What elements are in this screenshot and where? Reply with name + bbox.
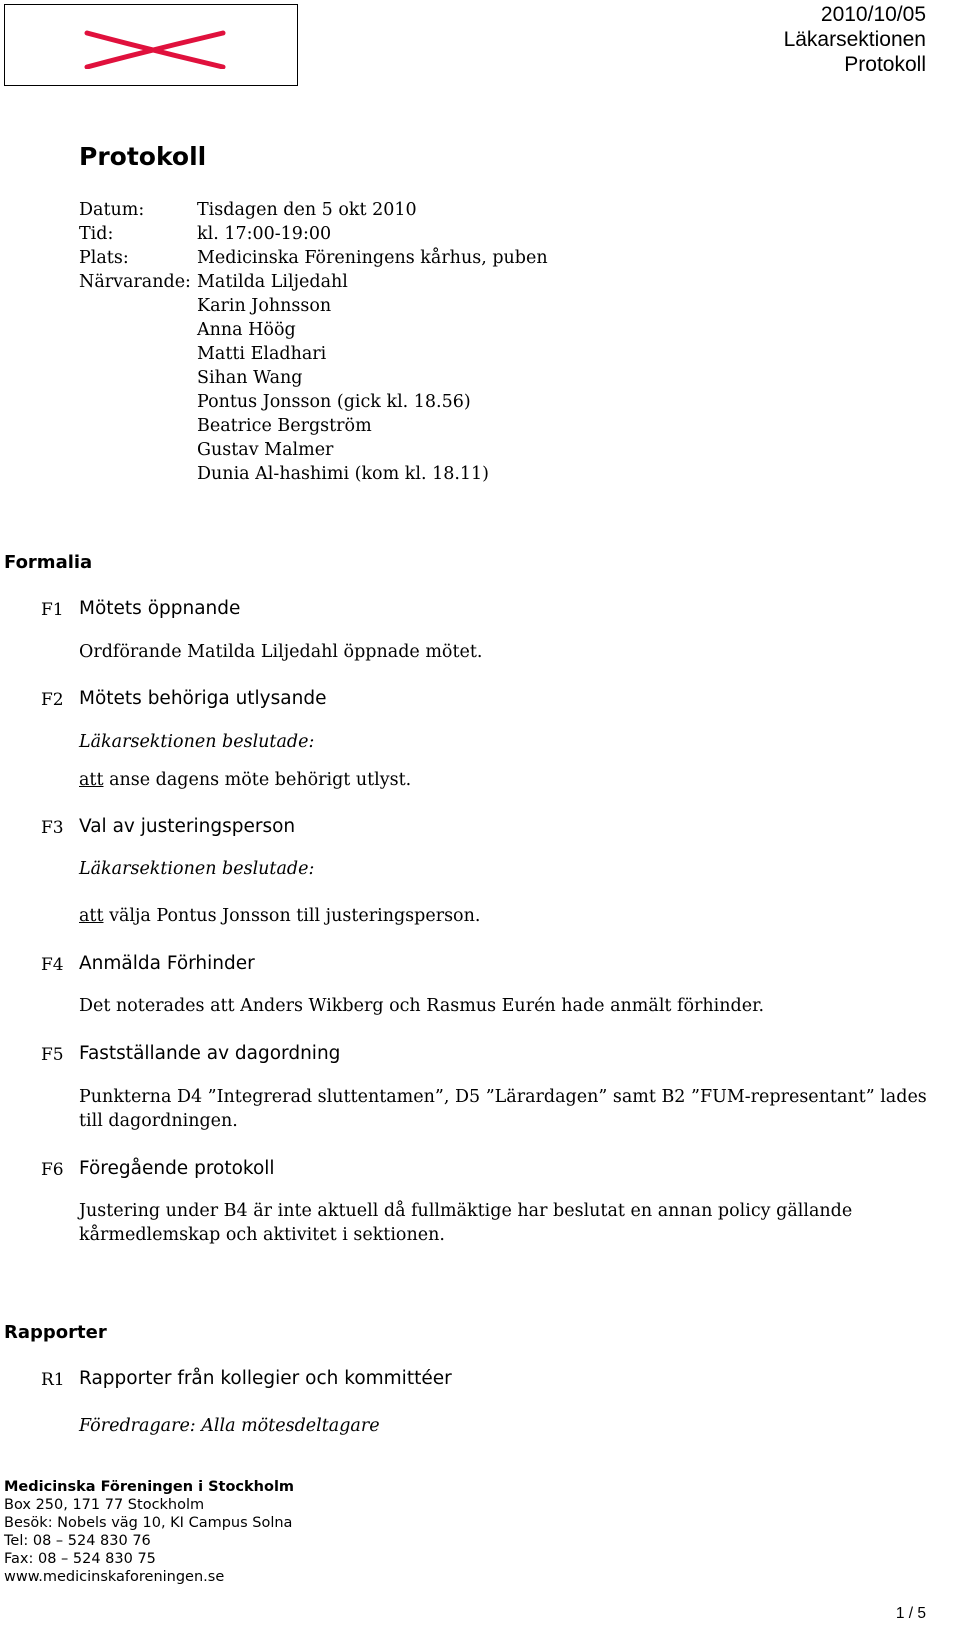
meta-time-row bbox=[79, 222, 331, 246]
footer-tel: Tel: 08 – 524 830 76 bbox=[4, 1533, 151, 1549]
attendee: Beatrice Bergström bbox=[197, 416, 372, 436]
decision-text bbox=[79, 768, 411, 792]
header-organization: Läkarsektionen bbox=[783, 28, 926, 51]
footer bbox=[4, 1478, 294, 1586]
footer-org: Medicinska Föreningen i Stockholm bbox=[4, 1479, 295, 1495]
item-title: Mötets öppnande bbox=[79, 598, 241, 619]
att-keyword: att bbox=[79, 906, 104, 926]
footer-address: Box 250, 171 77 Stockholm bbox=[4, 1497, 205, 1513]
item-text: Justering under B4 är inte aktuell då fullmäktige har beslutat en annan policy gällande kårmedlemskap och aktivitet i sektionen. bbox=[79, 1201, 853, 1245]
header-doc-type: Protokoll bbox=[844, 53, 926, 76]
decision-label: Läkarsektionen beslutade: bbox=[79, 859, 315, 879]
time-label: Tid: bbox=[79, 224, 114, 244]
decision-text bbox=[79, 904, 480, 928]
present-label: Närvarande: bbox=[79, 272, 191, 292]
attendee: Anna Höög bbox=[197, 320, 296, 340]
item-title: Föregående protokoll bbox=[79, 1158, 275, 1179]
item-text: Punkterna D4 ”Integrerad sluttentamen”, D5 ”Lärardagen” samt B2 ”FUM-representant” lades till dagordningen. bbox=[79, 1087, 927, 1131]
header-date: 2010/10/05 bbox=[820, 3, 926, 26]
item-number: F5 bbox=[41, 1045, 64, 1065]
item-number: F4 bbox=[41, 955, 64, 975]
crossed-lines-logo-icon bbox=[83, 27, 227, 69]
footer-web: www.medicinskaforeningen.se bbox=[4, 1569, 225, 1585]
decision-body: välja Pontus Jonsson till justeringsperson. bbox=[103, 906, 481, 926]
logo-box bbox=[4, 4, 298, 86]
item-title: Mötets behöriga utlysande bbox=[79, 688, 327, 709]
footer-visit: Besök: Nobels väg 10, KI Campus Solna bbox=[4, 1515, 293, 1531]
time-value: kl. 17:00-19:00 bbox=[197, 224, 332, 244]
attendee: Pontus Jonsson (gick kl. 18.56) bbox=[197, 392, 471, 412]
place-label: Plats: bbox=[79, 248, 129, 268]
item-number: F6 bbox=[41, 1160, 64, 1180]
item-title: Anmälda Förhinder bbox=[79, 953, 255, 974]
item-number: F1 bbox=[41, 600, 64, 620]
footer-fax: Fax: 08 – 524 830 75 bbox=[4, 1551, 156, 1567]
section-heading-rapporter: Rapporter bbox=[4, 1322, 107, 1343]
item-number: R1 bbox=[41, 1370, 65, 1390]
date-label: Datum: bbox=[79, 200, 145, 220]
meta-place-row bbox=[79, 246, 548, 270]
item-title: Val av justeringsperson bbox=[79, 816, 296, 837]
place-value: Medicinska Föreningens kårhus, puben bbox=[197, 248, 548, 268]
item-title: Fastställande av dagordning bbox=[79, 1043, 341, 1064]
date-value: Tisdagen den 5 okt 2010 bbox=[197, 200, 417, 220]
item-number: F3 bbox=[41, 818, 64, 838]
item-text: Det noterades att Anders Wikberg och Rasmus Eurén hade anmält förhinder. bbox=[79, 996, 765, 1016]
decision-body: anse dagens möte behörigt utlyst. bbox=[103, 770, 412, 790]
section-heading-formalia: Formalia bbox=[4, 552, 93, 573]
page-title: Protokoll bbox=[79, 142, 207, 171]
item-text: Ordförande Matilda Liljedahl öppnade mötet. bbox=[79, 642, 483, 662]
meta-date-row bbox=[79, 198, 417, 222]
meta-present-row bbox=[79, 270, 197, 294]
attendee: Sihan Wang bbox=[197, 368, 303, 388]
attendee: Gustav Malmer bbox=[197, 440, 334, 460]
item-number: F2 bbox=[41, 690, 64, 710]
presenter-text: Föredragare: Alla mötesdeltagare bbox=[79, 1416, 380, 1436]
attendee: Dunia Al-hashimi (kom kl. 18.11) bbox=[197, 464, 489, 484]
attendee: Karin Johnsson bbox=[197, 296, 332, 316]
att-keyword: att bbox=[79, 770, 104, 790]
attendee: Matti Eladhari bbox=[197, 344, 327, 364]
item-title: Rapporter från kollegier och kommittéer bbox=[79, 1368, 452, 1389]
document-header bbox=[784, 2, 926, 77]
attendee: Matilda Liljedahl bbox=[197, 272, 348, 292]
page-number: 1 / 5 bbox=[895, 1605, 926, 1622]
decision-label: Läkarsektionen beslutade: bbox=[79, 732, 315, 752]
